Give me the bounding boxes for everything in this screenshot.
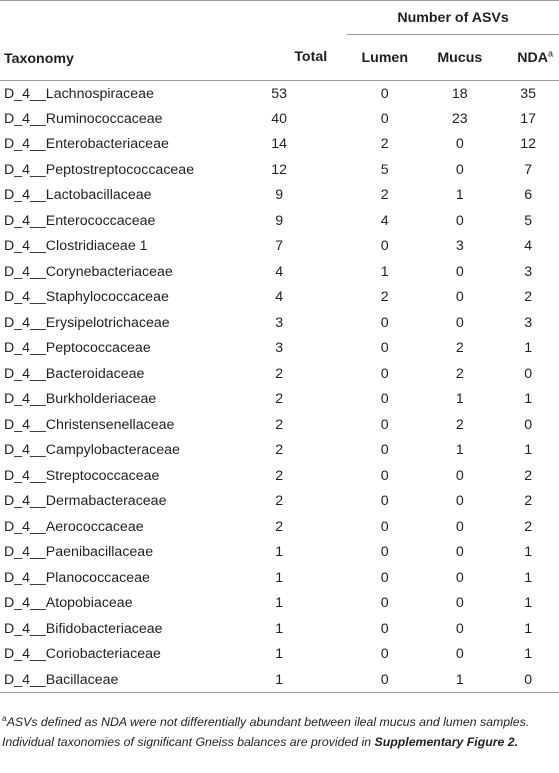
cell-lumen: 0: [380, 416, 389, 433]
table-row: [0, 591, 559, 617]
col-header-taxonomy: Taxonomy: [0, 35, 211, 81]
table-row: [0, 81, 559, 107]
cell-taxonomy: D_4__Streptococcaceae: [4, 467, 160, 484]
cell-mucus: 0: [455, 314, 464, 331]
cell-total: 2: [275, 493, 284, 510]
cell-taxonomy: D_4__Christensenellaceae: [4, 416, 175, 433]
cell-taxonomy: D_4__Paenibacillaceae: [4, 544, 154, 561]
cell-taxonomy: D_4__Planococcaceae: [4, 569, 150, 586]
cell-taxonomy: D_4__Ruminococcaceae: [4, 110, 163, 127]
footnote-text: ASVs defined as NDA were not differentially abundant between ileal mucus and lumen samples. Individual taxonomies of significant Gneiss balances are provided in: [2, 715, 530, 749]
cell-total: 2: [275, 391, 284, 408]
cell-mucus: 0: [455, 493, 464, 510]
table-row: [0, 259, 559, 285]
cell-taxonomy: D_4__Enterococcaceae: [4, 212, 156, 229]
cell-nda: 2: [524, 289, 533, 306]
cell-lumen: 0: [380, 595, 389, 612]
cell-mucus: 18: [451, 85, 468, 102]
cell-nda: 17: [520, 110, 537, 127]
table-row: [0, 361, 559, 387]
cell-mucus: 0: [455, 544, 464, 561]
cell-lumen: 0: [380, 110, 389, 127]
table-row: [0, 412, 559, 438]
cell-taxonomy: D_4__Lactobacillaceae: [4, 187, 152, 204]
cell-lumen: 2: [380, 136, 389, 153]
cell-nda: 5: [524, 212, 533, 229]
table-row: [0, 642, 559, 668]
cell-nda: 1: [524, 544, 533, 561]
col-header-total: Total: [211, 35, 347, 81]
cell-taxonomy: D_4__Bacillaceae: [0, 667, 211, 693]
cell-total: 2: [275, 518, 284, 535]
col-header-nda: [497, 35, 559, 81]
cell-mucus: 0: [455, 467, 464, 484]
table-row: [0, 157, 559, 183]
cell-mucus: 0: [455, 212, 464, 229]
cell-taxonomy: D_4__Enterobacteriaceae: [4, 136, 169, 153]
cell-total: 2: [275, 416, 284, 433]
table-row: [0, 540, 559, 566]
cell-taxonomy: D_4__Peptococcaceae: [4, 340, 151, 357]
table-row: [0, 132, 559, 158]
footnote: [2, 713, 554, 752]
cell-total: 1: [275, 544, 284, 561]
cell-total: 1: [275, 595, 284, 612]
cell-total: 1: [211, 667, 347, 693]
cell-nda: 1: [524, 620, 533, 637]
cell-total: 9: [275, 212, 284, 229]
cell-lumen: 2: [380, 289, 389, 306]
cell-total: 14: [271, 136, 288, 153]
table-row: [0, 106, 559, 132]
cell-nda: 6: [524, 187, 533, 204]
cell-lumen: 0: [380, 314, 389, 331]
cell-taxonomy: D_4__Clostridiaceae 1: [4, 238, 148, 255]
group-header: Number of ASVs: [347, 1, 559, 35]
supplementary-link[interactable]: Supplementary Figure 2: [374, 734, 515, 749]
cell-lumen: 0: [380, 620, 389, 637]
cell-mucus: 0: [455, 136, 464, 153]
cell-lumen: 0: [380, 340, 389, 357]
cell-taxonomy: D_4__Erysipelotrichaceae: [4, 314, 170, 331]
cell-nda: 7: [524, 161, 533, 178]
cell-total: 9: [275, 187, 284, 204]
table-row: [0, 463, 559, 489]
cell-nda: 4: [524, 238, 533, 255]
cell-total: 1: [275, 569, 284, 586]
cell-lumen: 2: [380, 187, 389, 204]
cell-taxonomy: D_4__Peptostreptococcaceae: [4, 161, 195, 178]
cell-total: 2: [275, 467, 284, 484]
cell-taxonomy: D_4__Dermabacteraceae: [4, 493, 167, 510]
table-row: [0, 616, 559, 642]
cell-mucus: 23: [451, 110, 468, 127]
cell-nda: 1: [524, 595, 533, 612]
table-row: [0, 183, 559, 209]
cell-nda: 3: [524, 263, 533, 280]
cell-total: 3: [275, 314, 284, 331]
cell-mucus: 0: [455, 263, 464, 280]
cell-total: 4: [275, 289, 284, 306]
cell-nda: 1: [524, 442, 533, 459]
table-row: [0, 285, 559, 311]
table-row: [0, 234, 559, 260]
cell-lumen: 0: [380, 442, 389, 459]
cell-lumen: 0: [380, 569, 389, 586]
cell-taxonomy: D_4__Corynebacteriaceae: [4, 263, 173, 280]
col-header-nda-label: NDA: [517, 49, 548, 66]
cell-mucus: 2: [455, 340, 464, 357]
table-row: [0, 336, 559, 362]
cell-taxonomy: D_4__Lachnospiraceae: [4, 85, 154, 102]
cell-nda: 0: [524, 416, 533, 433]
cell-nda: 2: [524, 493, 533, 510]
cell-nda: 0: [524, 365, 533, 382]
table-row: [0, 667, 559, 693]
cell-mucus: 1: [455, 391, 464, 408]
cell-mucus: 3: [455, 238, 464, 255]
cell-lumen: 1: [380, 263, 389, 280]
table-row: [0, 208, 559, 234]
cell-lumen: 0: [380, 365, 389, 382]
cell-total: 53: [271, 85, 288, 102]
cell-taxonomy: D_4__Campylobacteraceae: [4, 442, 180, 459]
table-body: [0, 81, 559, 693]
cell-taxonomy: D_4__Coriobacteriaceae: [4, 646, 161, 663]
cell-total: 4: [275, 263, 284, 280]
cell-nda: 1: [524, 569, 533, 586]
cell-mucus: 1: [422, 667, 497, 693]
cell-mucus: 0: [455, 289, 464, 306]
table-row: [0, 514, 559, 540]
footnote-marker: a: [547, 47, 553, 58]
cell-lumen: 0: [380, 646, 389, 663]
cell-nda: 1: [524, 646, 533, 663]
cell-taxonomy: D_4__Atopobiaceae: [4, 595, 133, 612]
cell-total: 2: [275, 442, 284, 459]
footnote-end: .: [514, 734, 519, 749]
cell-total: 7: [275, 238, 284, 255]
cell-nda: 2: [524, 518, 533, 535]
cell-nda: 1: [524, 340, 533, 357]
cell-taxonomy: D_4__Staphylococcaceae: [4, 289, 169, 306]
cell-lumen: 0: [380, 85, 389, 102]
cell-nda: 3: [524, 314, 533, 331]
cell-mucus: 0: [455, 595, 464, 612]
cell-total: 12: [271, 161, 288, 178]
cell-total: 3: [275, 340, 284, 357]
cell-lumen: 5: [380, 161, 389, 178]
cell-lumen: 0: [380, 544, 389, 561]
cell-mucus: 0: [455, 161, 464, 178]
cell-lumen: 0: [380, 238, 389, 255]
table-row: [0, 438, 559, 464]
cell-lumen: 0: [380, 467, 389, 484]
cell-taxonomy: D_4__Burkholderiaceae: [4, 391, 157, 408]
table-row: [0, 310, 559, 336]
cell-mucus: 0: [455, 518, 464, 535]
cell-nda: 12: [520, 136, 537, 153]
cell-lumen: 0: [380, 518, 389, 535]
cell-mucus: 1: [455, 442, 464, 459]
cell-total: 2: [275, 365, 284, 382]
cell-nda: 2: [524, 467, 533, 484]
table-row: [0, 565, 559, 591]
cell-taxonomy: D_4__Bifidobacteriaceae: [4, 620, 163, 637]
cell-nda: 1: [524, 391, 533, 408]
cell-mucus: 0: [455, 620, 464, 637]
cell-total: 40: [271, 110, 288, 127]
column-header-row: [0, 35, 559, 81]
cell-mucus: 0: [455, 646, 464, 663]
cell-lumen: 0: [380, 391, 389, 408]
table-row: [0, 387, 559, 413]
cell-lumen: 0: [347, 667, 422, 693]
cell-nda: 35: [520, 85, 537, 102]
col-header-mucus: Mucus: [422, 35, 497, 81]
cell-mucus: 2: [455, 416, 464, 433]
cell-mucus: 0: [455, 569, 464, 586]
cell-total: 1: [275, 646, 284, 663]
cell-taxonomy: D_4__Bacteroidaceae: [4, 365, 145, 382]
footnote-marker: a: [2, 712, 7, 723]
cell-total: 1: [275, 620, 284, 637]
col-header-lumen: Lumen: [347, 35, 422, 81]
group-header-row: [0, 1, 559, 35]
table-row: [0, 489, 559, 515]
cell-lumen: 0: [380, 493, 389, 510]
cell-mucus: 2: [455, 365, 464, 382]
cell-taxonomy: D_4__Aerococcaceae: [4, 518, 144, 535]
cell-mucus: 1: [455, 187, 464, 204]
cell-nda: 0: [497, 667, 559, 693]
cell-lumen: 4: [380, 212, 389, 229]
